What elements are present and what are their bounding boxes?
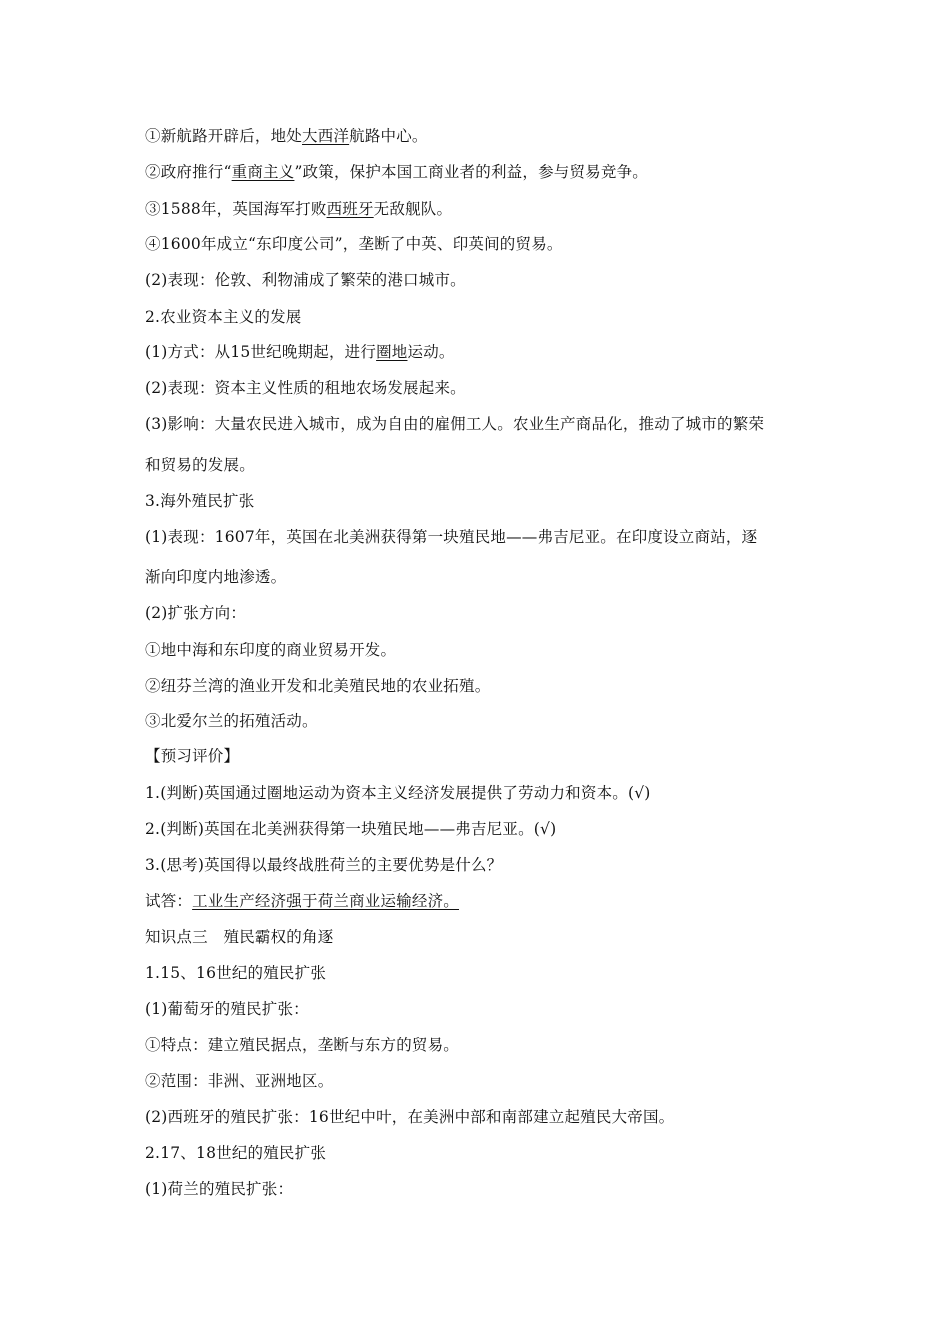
text-line: (1)方式：从15世纪晚期起，进行圈地运动。 [145, 343, 455, 361]
text-line: ②纽芬兰湾的渔业开发和北美殖民地的农业拓殖。 [145, 677, 491, 695]
text-line: (2)表现：资本主义性质的租地农场发展起来。 [145, 379, 466, 397]
underlined-answer: 重商主义 [231, 163, 295, 181]
underlined-answer: 圈地 [376, 343, 408, 361]
section-heading: 1.15、16世纪的殖民扩张 [145, 964, 327, 982]
text-line: ②范围：非洲、亚洲地区。 [145, 1072, 334, 1090]
text-line: 1.(判断)英国通过圈地运动为资本主义经济发展提供了劳动力和资本。(√) [145, 784, 651, 802]
text-line: (2)表现：伦敦、利物浦成了繁荣的港口城市。 [145, 271, 466, 289]
text-line: ③北爱尔兰的拓殖活动。 [145, 712, 318, 730]
text-line: ①新航路开辟后，地处大西洋航路中心。 [145, 127, 428, 145]
section-heading: 3.海外殖民扩张 [145, 492, 255, 510]
text-line: (2)扩张方向： [145, 604, 247, 622]
text-line: (1)葡萄牙的殖民扩张： [145, 1000, 309, 1018]
section-heading: 知识点三 殖民霸权的角逐 [145, 928, 334, 946]
text-line: (1)表现：1607年，英国在北美洲获得第一块殖民地——弗吉尼亚。在印度设立商站，逐 [145, 528, 758, 546]
answer-line: 试答：工业生产经济强于荷兰商业运输经济。 [145, 892, 460, 910]
text-line: 3.(思考)英国得以最终战胜荷兰的主要优势是什么？ [145, 856, 503, 874]
text-line: ①地中海和东印度的商业贸易开发。 [145, 641, 397, 659]
text-line: ③1588年，英国海军打败西班牙无敌舰队。 [145, 200, 453, 218]
text-line: 渐向印度内地渗透。 [145, 568, 287, 586]
text-line: 2.(判断)英国在北美洲获得第一块殖民地——弗吉尼亚。(√) [145, 820, 557, 838]
section-heading: 【预习评价】 [145, 747, 240, 765]
underlined-answer: 大西洋 [302, 127, 350, 145]
text-line: ②政府推行“重商主义”政策，保护本国工商业者的利益，参与贸易竞争。 [145, 163, 648, 181]
text-line: (3)影响：大量农民进入城市，成为自由的雇佣工人。农业生产商品化，推动了城市的繁荣 [145, 415, 765, 433]
text-line: (1)荷兰的殖民扩张： [145, 1180, 294, 1198]
section-heading: 2.17、18世纪的殖民扩张 [145, 1144, 327, 1162]
section-heading: 2.农业资本主义的发展 [145, 308, 302, 326]
underlined-answer: 工业生产经济强于荷兰商业运输经济。 [192, 892, 460, 910]
text-line: (2)西班牙的殖民扩张：16世纪中叶，在美洲中部和南部建立起殖民大帝国。 [145, 1108, 675, 1126]
text-line: ①特点：建立殖民据点，垄断与东方的贸易。 [145, 1036, 460, 1054]
text-line: 和贸易的发展。 [145, 456, 255, 474]
underlined-answer: 西班牙 [326, 200, 374, 218]
text-line: ④1600年成立“东印度公司”，垄断了中英、印英间的贸易。 [145, 235, 563, 253]
